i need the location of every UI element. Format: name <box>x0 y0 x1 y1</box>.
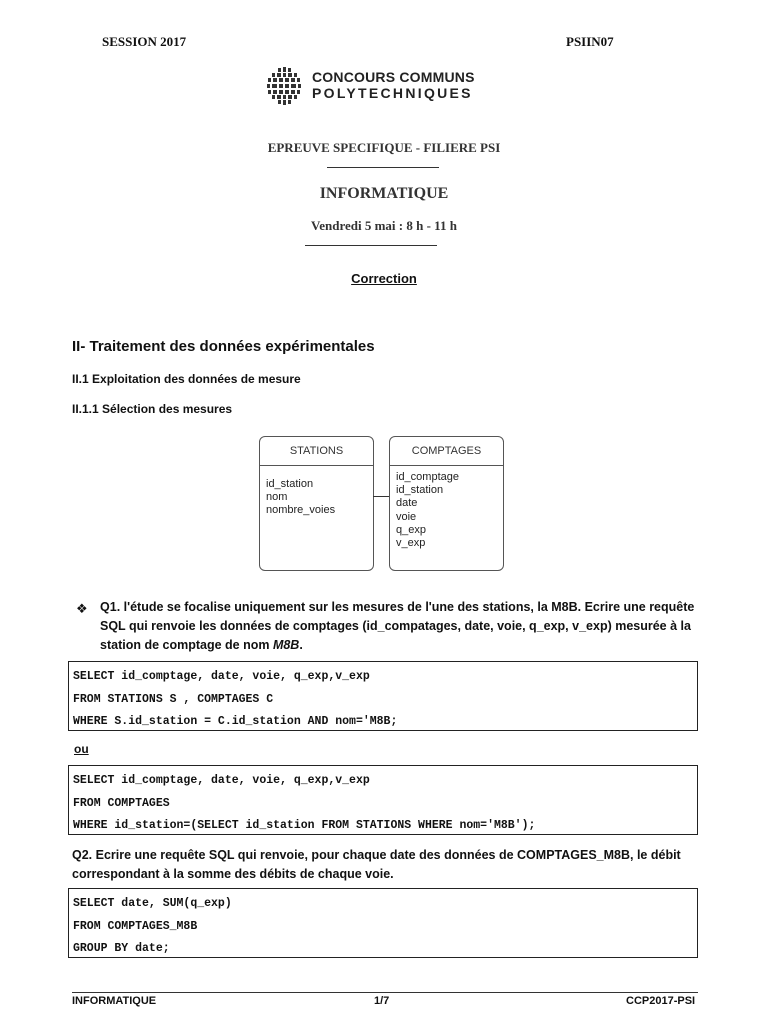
question-end: . <box>299 638 303 652</box>
section-heading: II- Traitement des données expérimentales <box>72 338 375 355</box>
footer-code: CCP2017-PSI <box>626 995 696 1007</box>
station-name: M8B <box>272 638 300 652</box>
logo-line1: CONCOURS COMMUNS <box>312 69 475 85</box>
globe-icon <box>264 66 304 106</box>
code-line: WHERE id_station=(SELECT id_station FROM STATIONS WHERE nom='M8B'); <box>73 819 536 832</box>
field: q_exp <box>396 523 426 536</box>
question-label: Q2. <box>72 848 93 862</box>
subject-title: INFORMATIQUE <box>319 185 449 202</box>
footer-divider <box>72 992 698 993</box>
session-label: SESSION 2017 <box>102 34 187 49</box>
question-q2 <box>72 846 702 884</box>
diamond-bullet-icon: ❖ <box>76 601 88 616</box>
table-stations <box>259 436 374 571</box>
code-line: FROM STATIONS S , COMPTAGES C <box>73 692 274 706</box>
subsection-heading: II.1 Exploitation des données de mesure <box>72 372 301 386</box>
code-line: GROUP BY date; <box>73 942 170 955</box>
field: voie <box>396 510 417 523</box>
code-line: WHERE S.id_station = C.id_station AND nom='M8B; <box>73 715 398 728</box>
code-line: SELECT id_comptage, date, voie, q_exp,v_exp <box>73 774 370 787</box>
footer-subject: INFORMATIQUE <box>72 995 157 1007</box>
sql-code-block <box>68 765 698 835</box>
sql-code-block <box>68 888 698 958</box>
code-line: SELECT id_comptage, date, voie, q_exp,v_exp <box>73 670 370 683</box>
logo <box>264 66 476 106</box>
field: nom <box>266 491 288 504</box>
exam-code: PSIIN07 <box>566 34 614 49</box>
divider <box>327 167 439 168</box>
field: id_station <box>396 484 444 497</box>
code-line: FROM COMPTAGES <box>73 796 170 810</box>
field: date <box>396 497 418 510</box>
sql-code-block <box>68 661 698 731</box>
question-text: . l'étude se focalise uniquement sur les mesures de l'une des stations, la M8B. Ecrire une requête SQL qui renvoie les données de comptages (id_compatages, date, voie, q_exp, v_exp) mesurée à la station de comptage de nom <box>100 600 695 652</box>
relation-line <box>373 496 389 497</box>
page-number: 1/7 <box>374 995 390 1007</box>
field: id_station <box>266 478 314 490</box>
code-line: SELECT date, SUM(q_exp) <box>73 897 232 910</box>
divider <box>305 245 437 246</box>
question-q1 <box>100 598 700 655</box>
table-name: STATIONS <box>260 437 373 466</box>
exam-date: Vendredi 5 mai : 8 h - 11 h <box>311 218 457 233</box>
code-line: FROM COMPTAGES_M8B <box>73 919 198 933</box>
question-text: Ecrire une requête SQL qui renvoie, pour chaque date des données de COMPTAGES_M8B, le débit correspondant à la somme des débits de chaque voie. <box>72 848 681 881</box>
table-name: COMPTAGES <box>390 437 503 466</box>
field: v_exp <box>396 537 426 550</box>
epreuve-title: EPREUVE SPECIFIQUE - FILIERE PSI <box>267 140 501 155</box>
table-comptages <box>389 436 504 571</box>
alternative-label: ou <box>74 742 89 756</box>
subsubsection-heading: II.1.1 Sélection des mesures <box>72 402 233 416</box>
correction-title: Correction <box>351 271 417 286</box>
question-label: Q1 <box>100 600 117 614</box>
field: nombre_voies <box>266 504 336 517</box>
logo-line2: POLYTECHNIQUES <box>312 85 473 101</box>
field: id_comptage <box>396 471 459 483</box>
